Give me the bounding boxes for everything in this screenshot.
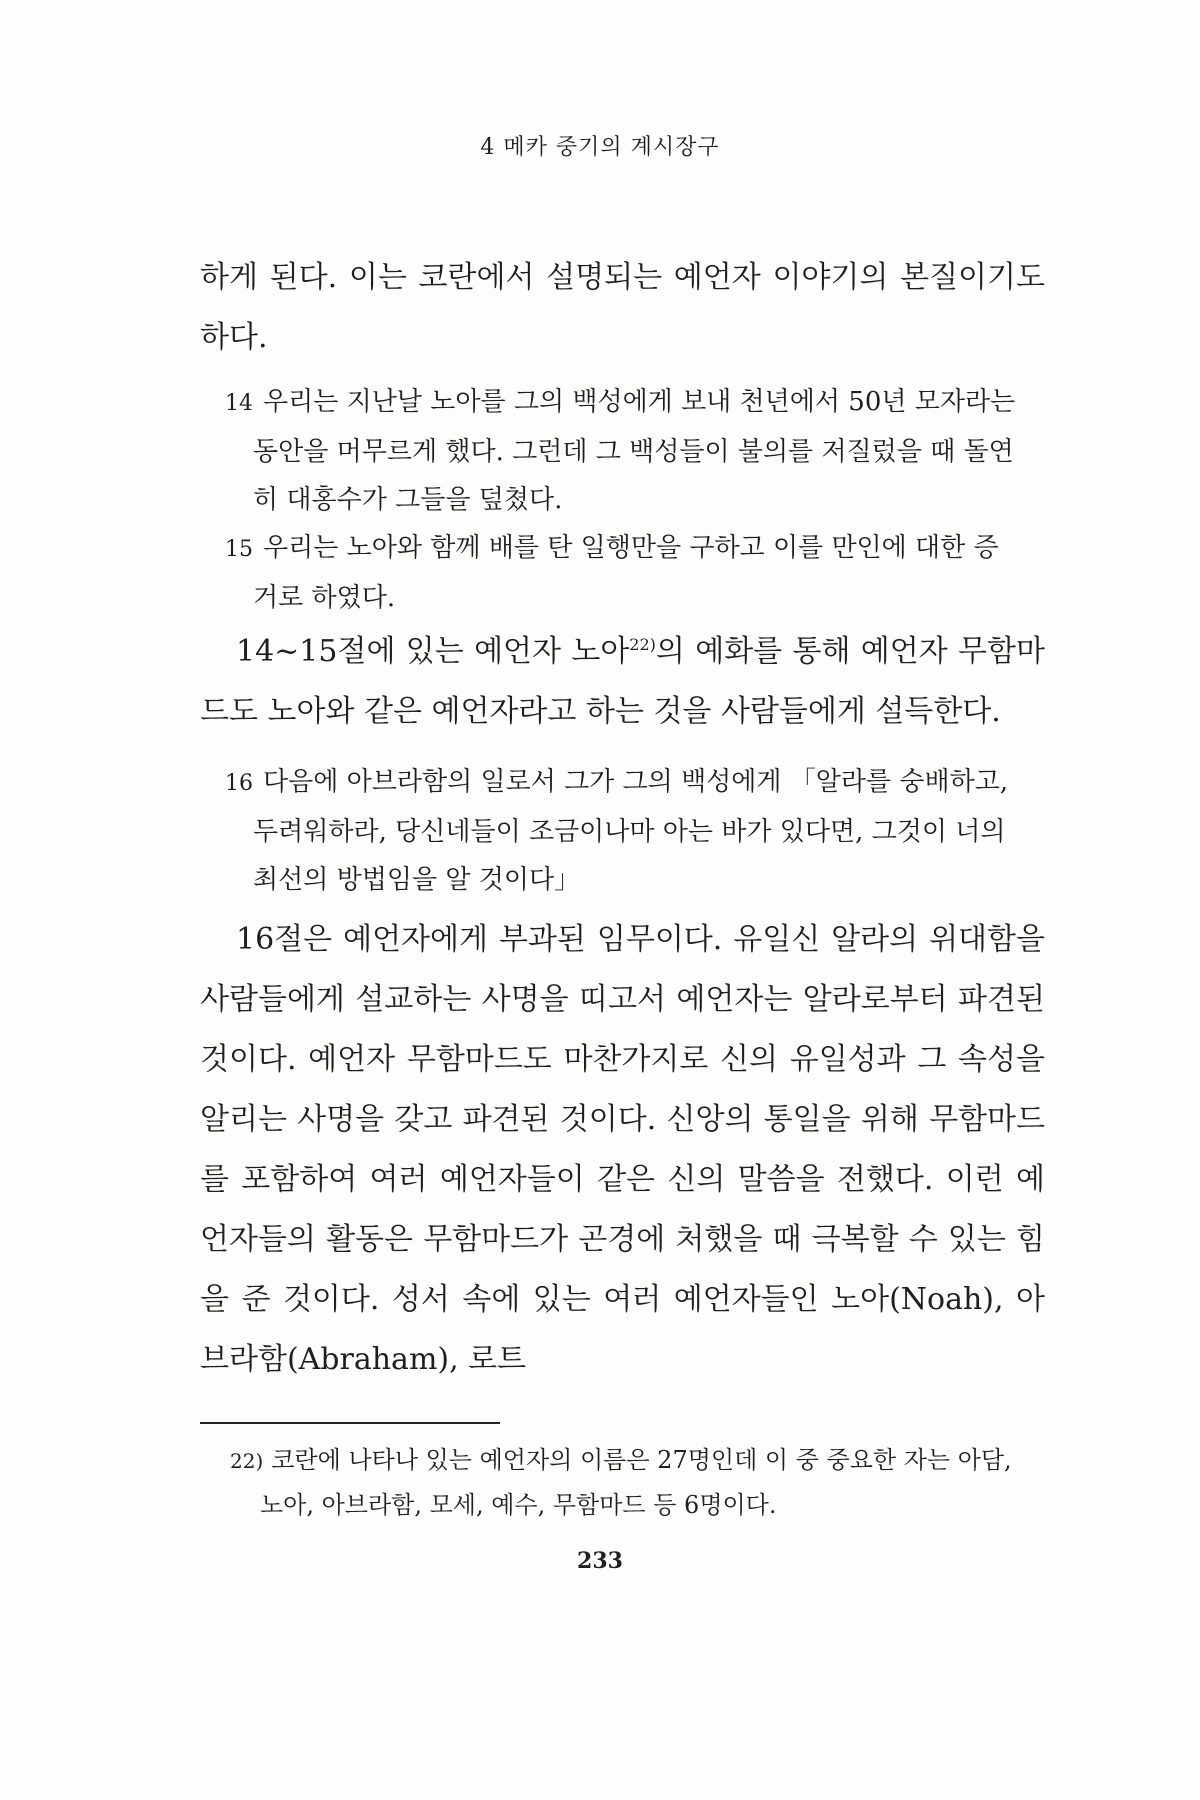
footnote-ref: 22): [629, 635, 656, 654]
verse-16-line-3: 최선의 방법임을 알 것이다」: [253, 865, 581, 895]
verse-block-16: [225, 758, 1045, 904]
commentary-paragraph-1: 14~15절에 있는 예언자 노아$^{22)}$의 예화를 통해 예언자 무함마드도 노아와 같은 예언자라고 하는 것을 사람들에게 설득한다.: [200, 634, 1045, 729]
page-number: 233: [577, 1548, 623, 1574]
verse-15-line-1: 15 우리는 노아와 함께 배를 탄 일행만을 구하고 이를 만인에 대한 증: [225, 533, 999, 563]
verse-number: 14: [225, 391, 253, 416]
verse-14-line-1: 14 우리는 지난날 노아를 그의 백성에게 보내 천년에서 50년 모자라는: [225, 387, 1016, 417]
verse-16-line-1: 16 다음에 아브라함의 일로서 그가 그의 백성에게 「알라를 숭배하고,: [225, 767, 1009, 797]
verse-15-line-2: 거로 하였다.: [253, 583, 396, 613]
verse-number: 15: [225, 537, 253, 562]
verse-14-line-2: 동안을 머무르게 했다. 그런데 그 백성들이 불의를 저질렀을 때 돌연: [253, 437, 1014, 467]
verse-16-line-2: 두려워하라, 당신네들이 조금이나마 아는 바가 있다면, 그것이 너의: [253, 817, 1006, 847]
footnote: 22) 코란에 나타나 있는 예언자의 이름은 27명인데 이 중 중요한 자는 아담, 노아, 아브라함, 모세, 예수, 무함마드 등 6명이다.: [230, 1446, 1012, 1519]
verse-14-line-3: 히 대홍수가 그들을 덮쳤다.: [253, 485, 563, 515]
running-head: 4 메카 중기의 계시장구: [480, 135, 720, 160]
verse-block-14-15: [225, 378, 1045, 622]
paragraph-continued: 하게 된다. 이는 코란에서 설명되는 예언자 이야기의 본질이기도 하다.: [200, 260, 1045, 355]
verse-number: 16: [225, 771, 253, 796]
footnote-number: 22): [230, 1449, 264, 1473]
commentary-paragraph-2: 16절은 예언자에게 부과된 임무이다. 유일신 알라의 위대함을 사람들에게 설교하는 사명을 띠고서 예언자는 알라로부터 파견된 것이다. 예언자 무함마드도 마찬가지로 신의 유일성과 그 속성을 알리는 사명을 갖고 파견된 것이다. 신앙의 통일을 위해 무함마드를 포함하여 여러 예언자들이 같은 신의 말씀을 전했다. 이런 예언자들의 활동은 무함마드가 곤경에 처했을 때 극복할 수 있는 힘을 준 것이다. 성서 속에 있는 여러 예언자들인 노아(Noah), 아브라함(Abraham), 로트: [200, 922, 1045, 1377]
footnote-divider: [200, 1422, 500, 1424]
